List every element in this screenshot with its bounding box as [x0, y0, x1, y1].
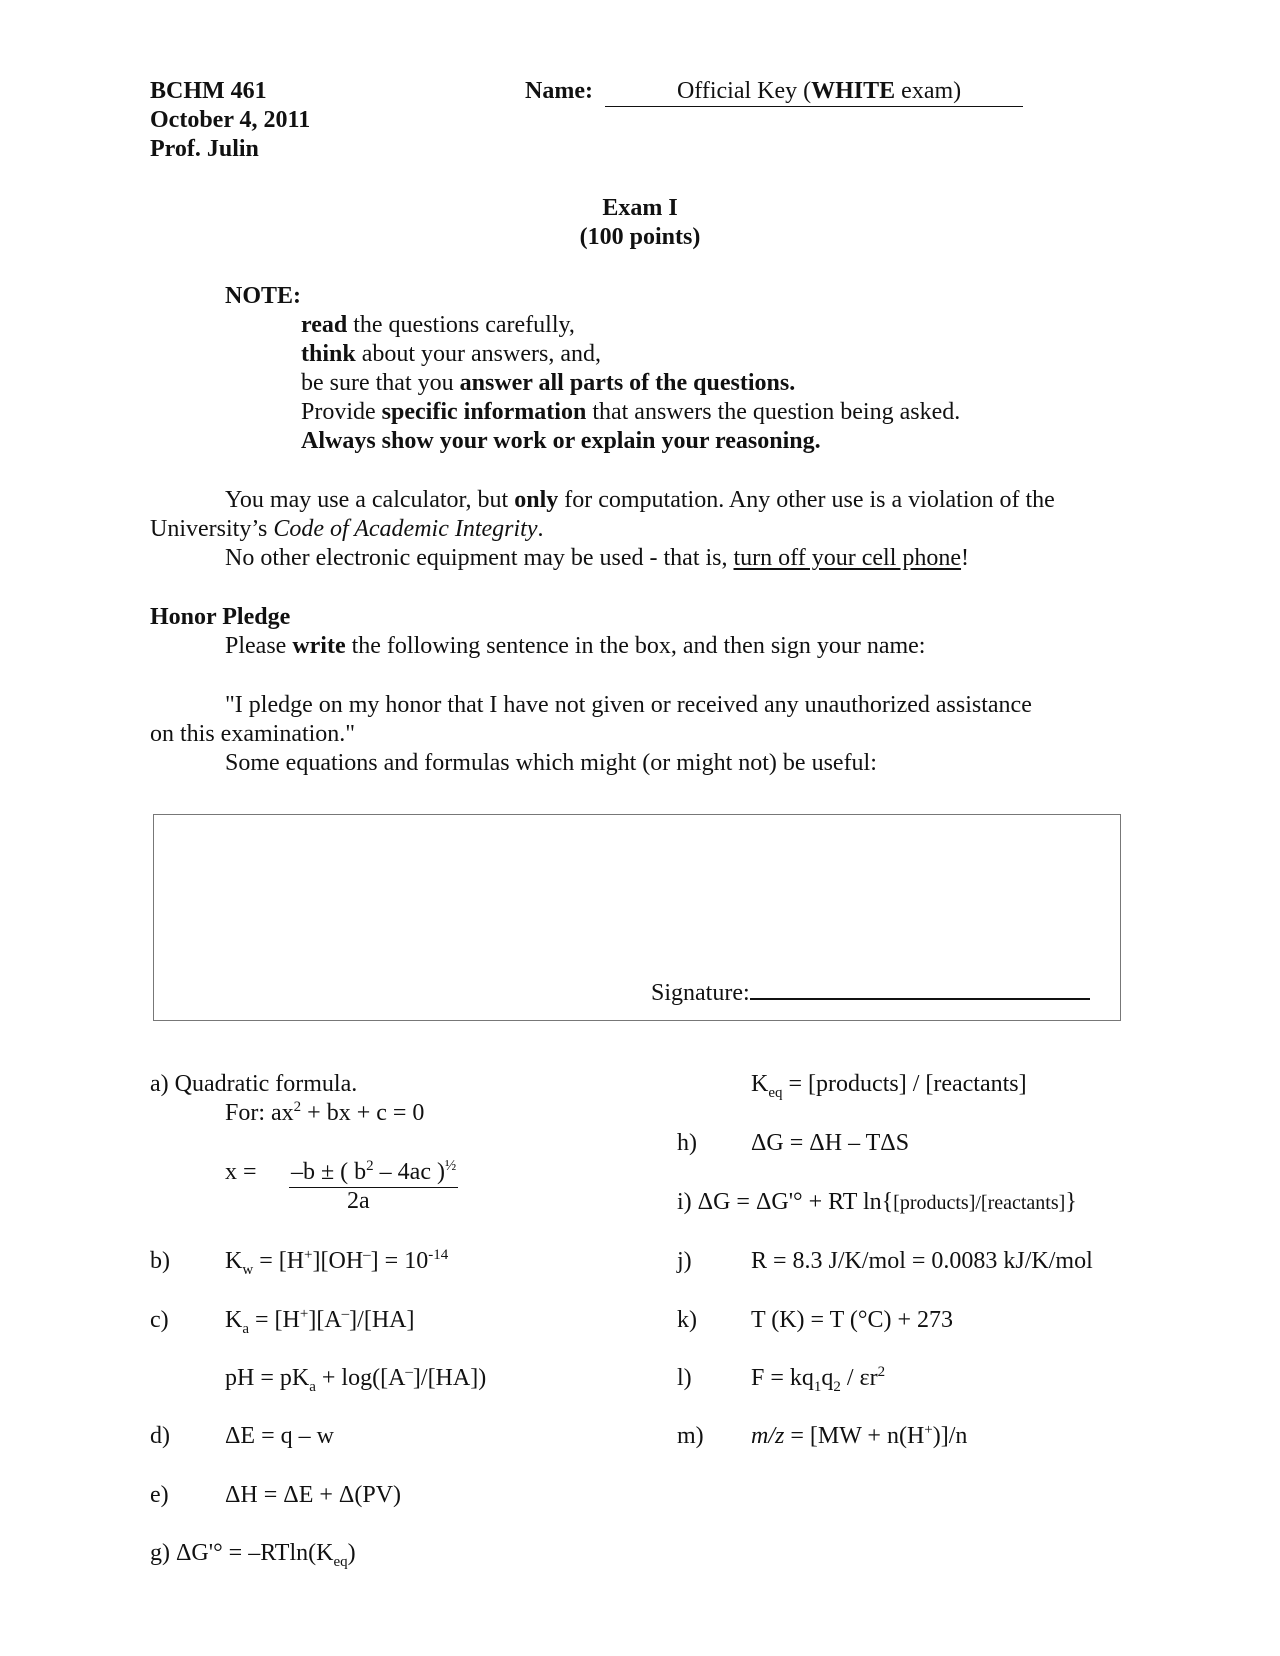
formula-e-label: e)	[150, 1482, 169, 1508]
formula-g: g) $\Delta G'^\circ = -RTln(K_{eq})$	[150, 1540, 356, 1570]
signature-field[interactable]	[651, 979, 1090, 1008]
calc-line-3: No other electronic equipment may be used - that is, turn off your cell phone!	[225, 545, 970, 571]
name-value: Official Key (WHITE exam)	[605, 77, 1023, 107]
name-field	[525, 77, 1023, 107]
course-code: BCHM 461	[150, 78, 267, 104]
formula-a-numerator: –b ± ( $b^2 - 4ac$ )$^{\frac{1}{2}}$	[289, 1158, 458, 1188]
formula-c-label: c)	[150, 1307, 169, 1333]
formula-ph: pH = $pK_a + \log([A^-]/[HA])$	[225, 1364, 487, 1395]
formula-j-label: j)	[677, 1248, 692, 1274]
formula-a-condition: For: $ax^2$ + bx + c = 0	[225, 1099, 425, 1126]
formula-l: $F = kq_1q_2 / \varepsilon r^2$	[751, 1364, 886, 1395]
formula-a-x: x =	[225, 1159, 257, 1185]
formula-d-label: d)	[150, 1423, 170, 1449]
name-label: Name:	[525, 78, 593, 104]
formula-m-label: m)	[677, 1423, 704, 1449]
formulas-intro: Some equations and formulas which might (or might not) be useful:	[225, 750, 877, 776]
formula-h: ΔG = ΔH – TΔS	[751, 1130, 910, 1156]
formula-a-label: a) Quadratic formula.	[150, 1071, 358, 1097]
exam-date: October 4, 2011	[150, 107, 311, 133]
signature-line[interactable]	[750, 996, 1090, 1000]
note-line-3: be sure that you answer all parts of the questions.	[301, 370, 796, 396]
calc-line-2: University’s Code of Academic Integrity.	[150, 516, 544, 542]
formula-d: ΔE = q – w	[225, 1423, 334, 1449]
formula-b: $K_w = [H^+][OH^-] = 10^{-14}$	[225, 1247, 449, 1278]
note-line-5: Always show your work or explain your reasoning.	[301, 428, 821, 454]
formula-h-label: h)	[677, 1130, 697, 1156]
professor-name: Prof. Julin	[150, 136, 259, 162]
formula-a-denominator: 2a	[347, 1188, 370, 1214]
note-line-1: read the questions carefully,	[301, 312, 575, 338]
honor-instructions: Please write the following sentence in the box, and then sign your name:	[225, 633, 926, 659]
formula-m: m/z = [MW + n(H+)]/n	[751, 1422, 968, 1449]
formula-k-label: k)	[677, 1307, 697, 1333]
formula-l-label: l)	[677, 1365, 692, 1391]
note-line-2: think about your answers, and,	[301, 341, 601, 367]
formula-i: i) ΔG = ΔG'° + RT ln{[products]/[reactants]}	[677, 1189, 1077, 1215]
exam-points: (100 points)	[579, 224, 701, 250]
formula-b-label: b)	[150, 1248, 170, 1274]
exam-title: Exam I	[602, 195, 678, 221]
formula-k: T (K) = T (°C) + 273	[751, 1307, 953, 1333]
note-line-4: Provide specific information that answers the question being asked.	[301, 399, 961, 425]
calc-line-1: You may use a calculator, but only for computation. Any other use is a violation of the	[225, 487, 1055, 513]
pledge-line-1: "I pledge on my honor that I have not given or received any unauthorized assistance	[225, 692, 1032, 718]
formula-j: R = 8.3 J/K/mol = 0.0083 kJ/K/mol	[751, 1248, 1093, 1274]
pledge-line-2: on this examination."	[150, 721, 356, 747]
honor-heading: Honor Pledge	[150, 604, 291, 630]
formula-e: ΔH = ΔE + Δ(PV)	[225, 1482, 402, 1508]
note-label: NOTE:	[225, 283, 302, 309]
formula-c: $K_a = [H^+][A^-]/[HA]$	[225, 1306, 415, 1337]
formula-keq: $K_{eq}$ = [products] / [reactants]	[751, 1071, 1027, 1101]
signature-label: Signature:	[651, 980, 750, 1006]
